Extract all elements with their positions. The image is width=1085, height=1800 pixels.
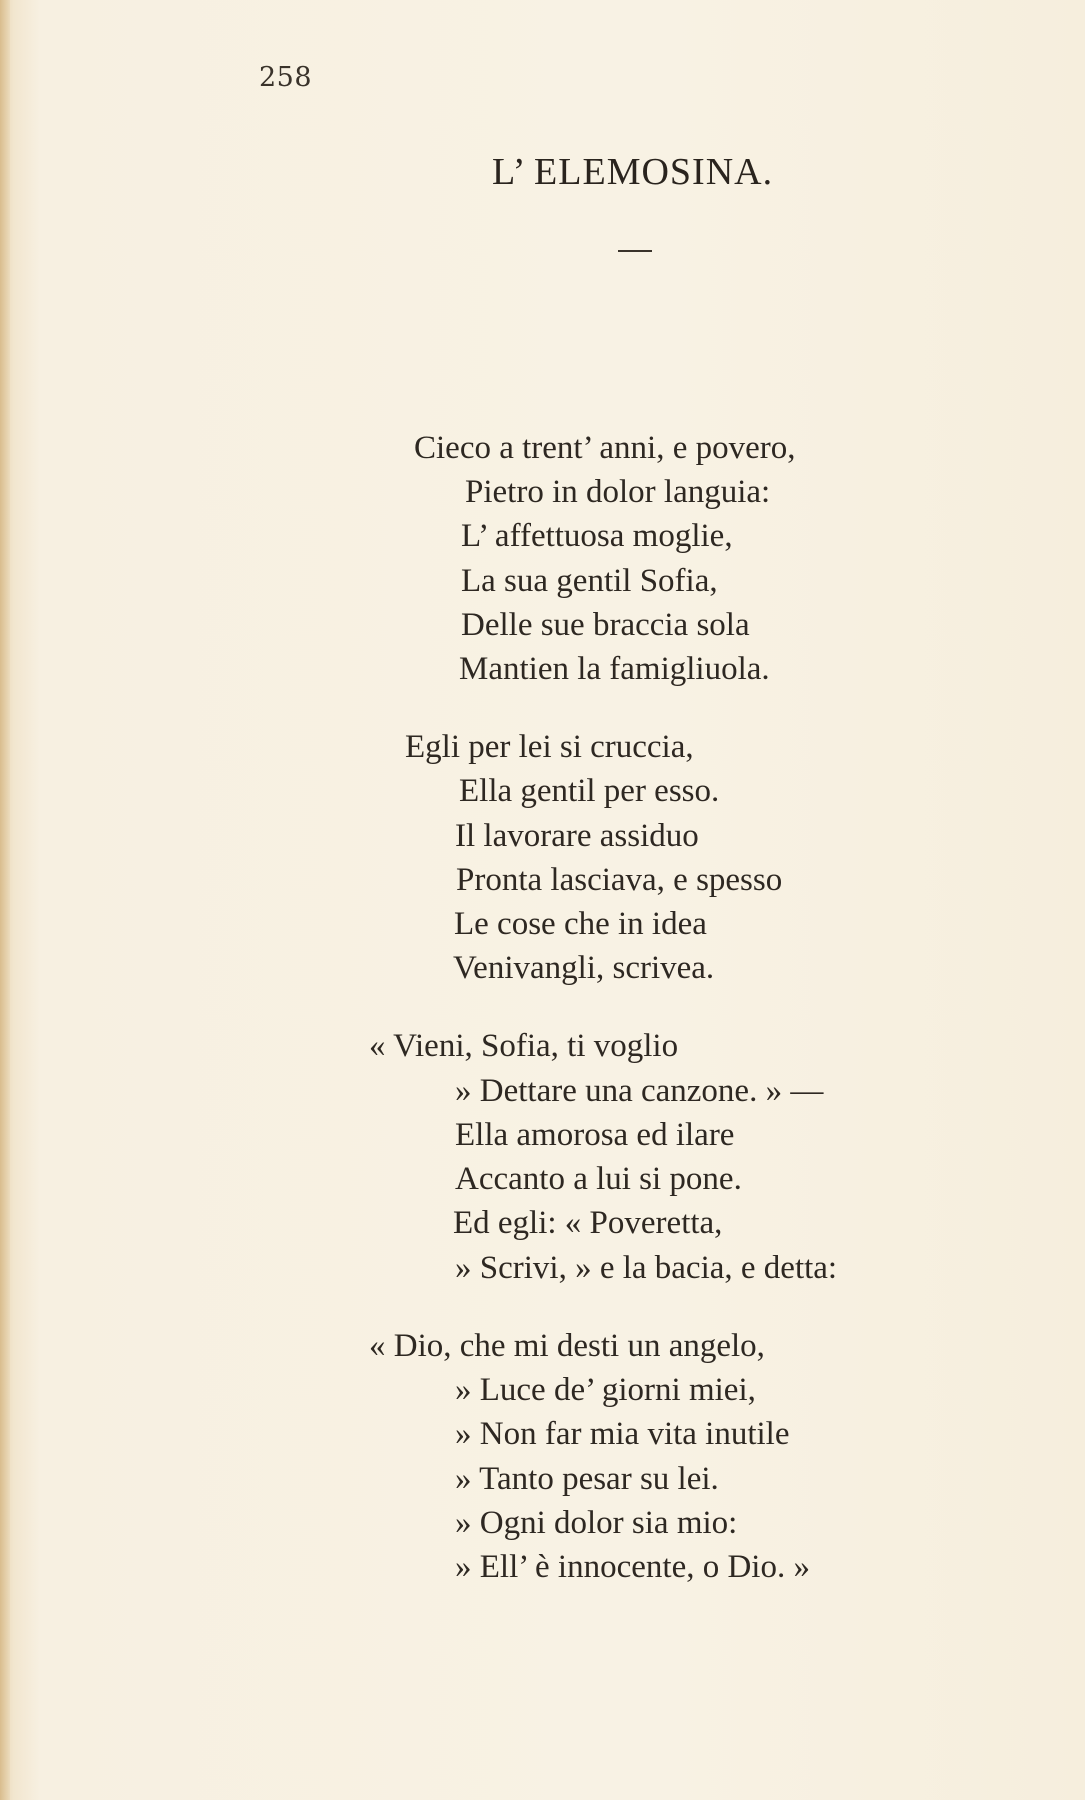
poem-line: « Dio, che mi desti un angelo,: [369, 1328, 765, 1364]
poem-line: « Vieni, Sofia, ti voglio: [369, 1028, 679, 1064]
poem-line: » Dettare una canzone. » —: [455, 1073, 824, 1109]
poem-line: Pietro in dolor languia:: [465, 474, 771, 510]
poem-line: Ella gentil per esso.: [459, 773, 720, 809]
poem-line: Egli per lei si cruccia,: [405, 729, 694, 765]
poem-line: Le cose che in idea: [454, 906, 707, 942]
poem-line: » Ogni dolor sia mio:: [455, 1505, 738, 1541]
poem-line: Cieco a trent’ anni, e povero,: [414, 430, 796, 466]
poem-line: Pronta lasciava, e spesso: [456, 862, 783, 898]
poem-line: Ella amorosa ed ilare: [455, 1117, 735, 1153]
poem-line: L’ affettuosa moglie,: [461, 518, 733, 554]
page-number: 258: [259, 62, 313, 93]
poem-line: » Tanto pesar su lei.: [455, 1461, 719, 1497]
poem-line: » Scrivi, » e la bacia, e detta:: [455, 1250, 838, 1286]
poem-line: » Luce de’ giorni miei,: [455, 1372, 756, 1408]
poem-line: Il lavorare assiduo: [455, 818, 699, 854]
poem-line: La sua gentil Sofia,: [461, 563, 718, 599]
poem-title: L’ ELEMOSINA.: [492, 151, 774, 193]
poem-line: Mantien la famigliuola.: [459, 651, 770, 687]
poem-line: » Ell’ è innocente, o Dio. »: [455, 1549, 810, 1585]
poem-line: Ed egli: « Poveretta,: [453, 1205, 723, 1241]
poem-line: » Non far mia vita inutile: [455, 1416, 790, 1452]
poem-line: Accanto a lui si pone.: [455, 1161, 742, 1197]
poem-line: Delle sue braccia sola: [461, 607, 750, 643]
poem-line: Venivangli, scrivea.: [453, 950, 715, 986]
